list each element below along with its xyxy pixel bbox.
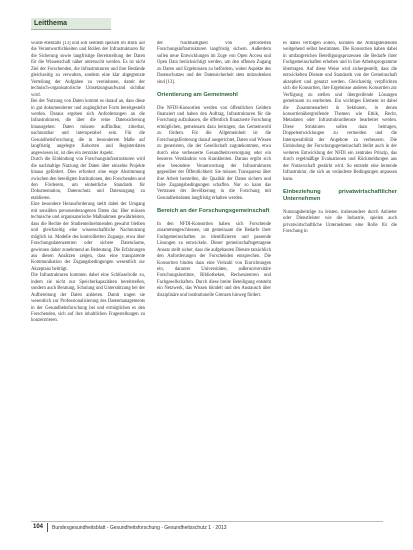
paragraph: Nutzungsbeiträge zu leisten, insbesondere durch Anbieter oder Dienstleister wie die Industrie, spielen auch privatwirtschaftliche Unternehmen eine Rolle für die Forschung in	[283, 209, 397, 235]
paragraph: wurde ebenfalls [13] und soll seitdem speziell im Blick auf die Verantwortlichkeiten und Rollen der Infrastrukturen für die Sicherung sowie langfristige Bereitstellung der Daten für die Wissenschaft näher untersucht werden. Es ist nicht Ziel der Forschenden, die Infrastrukturen und ihre Bestände gleichzeitig zu verwalten, sondern eine klar abgegrenzte Verteilung der Aufgaben zu vereinbaren, damit der technisch-organisatorische Umsetzungsaufwand sichtbar wird.	[31, 41, 145, 98]
paragraph: Durch die Einbindung von Forschungsinfrastrukturen wird die nachhaltige Nutzung der Daten über einzelne Projekte hinaus gefördert. Dies erfordert eine enge Abstimmung zwischen den beteiligten Institutionen, den Forschenden und den Förderern, um einheitliche Standards für Dokumentation, Datenschutz und Datenzugang zu etablieren.	[31, 157, 145, 201]
paragraph: Eine besondere Herausforderung stellt dabei der Umgang mit sensiblen personenbezogenen Daten dar. Hier müssen technische und organisatorische Maßnahmen gewährleisten, dass die Rechte der Studienteilnehmenden gewahrt bleiben und gleichzeitig eine wissenschaftliche Nachnutzung möglich ist. Modelle des kontrollierten Zugangs, etwa über Forschungsdatenzentren oder sichere Datenräume, gewinnen daher zunehmend an Bedeutung. Die Erfahrungen aus diesen Ansätzen zeigen, dass eine transparente Kommunikation der Zugangsbedingungen wesentlich zur Akzeptanz beiträgt.	[31, 202, 145, 272]
section-heading: Bereich an der Forschungsgemeinschaft	[157, 208, 270, 215]
section-heading: Einbeziehung privatwirtschaftlicher Unternehmen	[283, 188, 397, 203]
paragraph: Die NFDI-Konsortien werden von öffentlichen Geldern finanziert und haben den Auftrag, Infrastrukturen für die Forschung aufzubauen, die öffentlich finanzierte Forschung ermöglichen, gemeinsam dazu beitragen, das Gemeinwohl zu fördern. Für die Allgemeinheit ist die Forschungsförderung darauf ausgerichtet, Daten und Wissen zu generieren, die der Gesellschaft zugutekommen, etwa durch eine verbesserte Gesundheitsversorgung oder ein besseres Verständnis von Krankheiten. Daraus ergibt sich eine besondere Verantwortung der Infrastrukturen gegenüber der Öffentlichkeit: Sie müssen Transparenz über ihre Arbeit herstellen, die Qualität der Daten sichern und faire Zugangsbedingungen schaffen. Nur so kann das Vertrauen der Bevölkerung in die Forschung mit Gesundheitsdaten langfristig erhalten werden.	[157, 105, 271, 201]
paragraph: der Nachhaltigkeit von geförderten Forschungsinfrastrukturen langfristig sichern. Außerdem sollen neue Entwicklungen im Zuge von Open Access und Open Data berücksichtigt werden, um den offenen Zugang zu Daten und Ergebnissen zu befördern, wobei Aspekte des Datenschutzes und der Datensicherheit stets mitzudenken sind [13].	[157, 41, 271, 85]
text-column-1	[31, 41, 145, 529]
page-number: 104	[33, 524, 44, 530]
section-heading: Orientierung am Gemeinwohl	[157, 92, 238, 99]
paragraph: Bei der Nutzung von Daten kommt es darauf an, dass diese in gut dokumentierter und zugänglicher Form bereitgestellt werden. Daraus ergeben sich Anforderungen an die Infrastrukturen, die über die reine Datensicherung hinausgehen: Daten müssen auffindbar, zitierbar, nachnutzbar und interoperabel sein. Für die Gesundheitsforschung, die in besonderem Maße auf langfristig angelegte Kohorten und Registerdaten angewiesen ist, ist dies ein zentraler Aspekt.	[31, 99, 145, 156]
paragraph: Die Infrastrukturen kommen dabei eine Schlüsselrolle zu, indem sie nicht nur Speicherkapazitäten bereitstellen, sondern auch Beratung, Schulung und Unterstützung bei der Aufbereitung der Daten anbieten. Damit tragen sie wesentlich zur Professionalisierung des Datenmanagements in der Gesundheitsforschung bei und ermöglichen es den Forschenden, sich auf ihre inhaltlichen Fragestellungen zu konzentrieren.	[31, 273, 145, 324]
section-label: Leitthema	[31, 18, 111, 30]
paragraph: es dabei verfolgen sollen, konnten die Antragstellenden weitgehend selbst bestimmen. Die Konsortien haben dabei in umfangreichen Beteiligungsprozessen die Bedarfe ihrer Fachgemeinschaften erhoben und in ihre Arbeitsprogramme übertragen. Auf diese Weise wird sichergestellt, dass die entwickelten Dienste und Standards von der Gemeinschaft akzeptiert und genutzt werden. Gleichzeitig verpflichten sich die Konsortien, ihre Ergebnisse anderen Konsortien zur Verfügung zu stellen und übergreifende Lösungen gemeinsam zu erarbeiten. Ein wichtiges Element ist dabei die Zusammenarbeit in Sektionen, in denen konsortienübergreifende Themen wie Ethik, Recht, Metadaten oder Infrastrukturdienste bearbeitet werden. Diese Strukturen sollen dazu beitragen, Doppelentwicklungen zu vermeiden und die Interoperabilität der Angebote zu verbessern. Die Einbindung der Forschungsgemeinschaft bleibt auch in der weiteren Entwicklung der NFDI ein zentrales Prinzip, das durch regelmäßige Evaluationen und Rückmeldungen aus der Nutzerschaft gestärkt wird. So entsteht eine lernende Infrastruktur, die sich an veränderte Bedingungen anpassen kann.	[283, 41, 397, 182]
footer-divider	[31, 521, 383, 522]
journal-citation: Bundesgesundheitsblatt - Gesundheitsforschung - Gesundheitsschutz 1 · 2013	[52, 524, 227, 531]
paragraph: In den NFDI-Konsortien haben sich Forschende zusammengeschlossen, um gemeinsam die Bedarfe ihrer Fachgemeinschaften zu identifizieren und passende Lösungen zu entwickeln. Dieser gemeinschaftsgetragene Ansatz stellt sicher, dass die aufgebauten Dienste tatsächlich den Anforderungen der Forschenden entsprechen. Die Konsortien binden dazu eine Vielzahl von Einrichtungen ein, darunter Universitäten, außeruniversitäre Forschungsinstitute, Bibliotheken, Rechenzentren und Fachgesellschaften. Durch diese breite Beteiligung entsteht ein Netzwerk, das Wissen bündelt und den Austausch über disziplinäre und institutionelle Grenzen hinweg fördert.	[157, 221, 271, 298]
text-column-3	[283, 41, 397, 529]
footer-separator	[47, 523, 48, 532]
text-column-2	[157, 41, 271, 529]
